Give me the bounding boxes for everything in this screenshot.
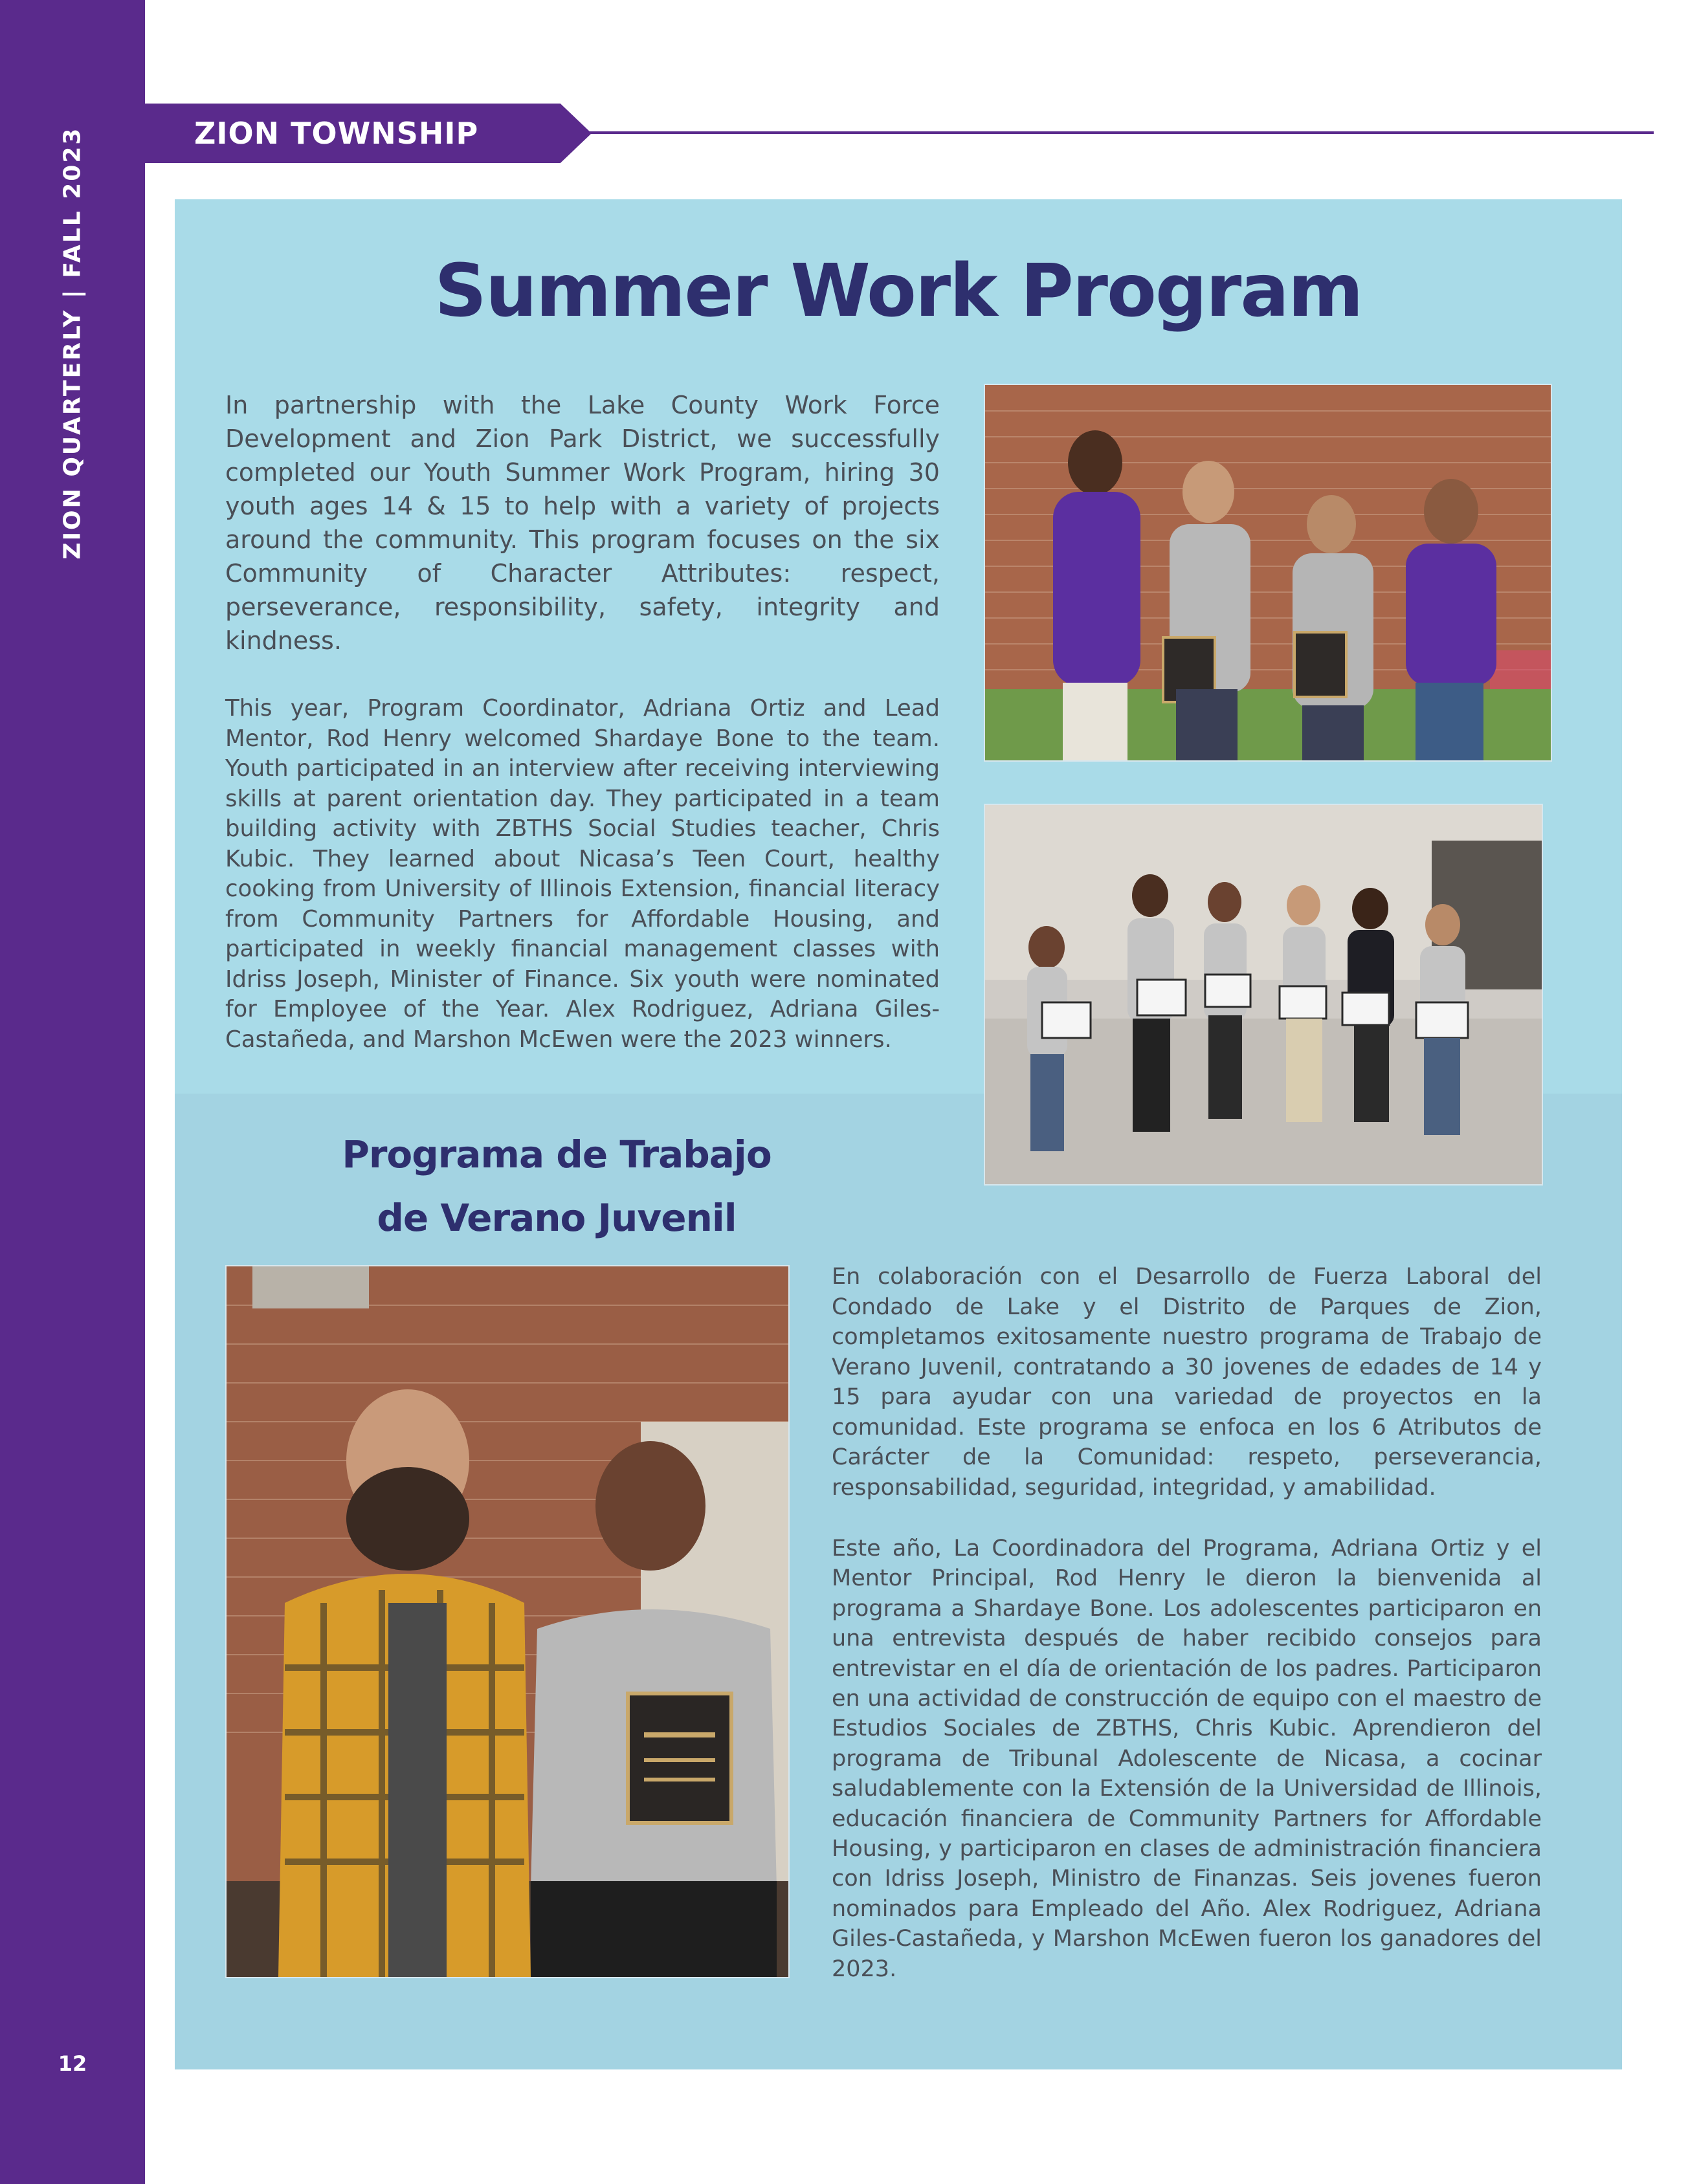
section-tab-label: ZION TOWNSHIP — [194, 116, 479, 151]
group-photo-plaques — [984, 384, 1552, 762]
article-title: Summer Work Program — [434, 249, 1362, 333]
spanish-paragraph-1: En colaboración con el Desarrollo de Fuerza Laboral del Condado de Lake y el Distrito de Parques de Zion, completamos exitosamente nuestro programa de Trabajo de Verano Juvenil, contratando a 30 jovenes de edades de 14 y 15 para ayudar con una variedad de proyectos en la comunidad. Este programa se enfoca en los 6 Atributos de Carácter de la Comunidad: respeto, perseverancia, responsabilidad, seguridad, integridad, y amabilidad. — [832, 1264, 1542, 1501]
mentor-youth-photo — [225, 1265, 790, 1978]
spanish-title — [220, 1123, 893, 1250]
publication-side-label: ZION QUARTERLY | FALL 2023 — [59, 126, 86, 560]
header-rule — [586, 131, 1654, 134]
spanish-title-line-1: Programa de Trabajo — [342, 1132, 772, 1176]
page-number: 12 — [58, 2051, 87, 2076]
english-paragraph-2: This year, Program Coordinator, Adriana Ortiz and Lead Mentor, Rod Henry welcomed Shardaye Bone to the team. Youth participated in an interview after receiving interviewing skills at parent orientation day. They participated in a team building activity with ZBTHS Social Studies teacher, Chris Kubic. They learned about Nicasa’s Teen Court, healthy cooking from University of Illinois Extension, financial literacy from Community Partners for Affordable Housing, and participated in weekly financial management classes with Idriss Joseph, Minister of Finance. Six youth were nominated for Employee of the Year. Alex Rodriguez, Adriana Giles-Castañeda, and Marshon McEwen were the 2023 winners. — [225, 695, 940, 1053]
spanish-title-line-2: de Verano Juvenil — [377, 1196, 737, 1240]
spanish-paragraph-2: Este año, La Coordinadora del Programa, Adriana Ortiz y el Mentor Principal, Rod Henry le dieron la bienvenida al programa a Shardaye Bone. Los adolescentes participaron en una entrevista después de haber recibido consejos para entrevistar en el día de orientación de los padres. Participaron en una actividad de construcción de equipo con el maestro de Estudios Sociales de ZBTHS, Chris Kubic. Aprendieron del programa de Tribunal Adolescente de Nicasa, a cocinar saludablemente con la Extensión de la Universidad de Illinois, educación financiera de Community Partners for Affordable Housing, y participaron en clases de administración financiera con Idriss Joseph, Ministro de Finanzas. Seis jovenes fueron nominados para Empleado del Año. Alex Rodriguez, Adriana Giles-Castañeda, y Marshon McEwen fueron los ganadores del 2023. — [832, 1536, 1542, 1982]
english-paragraph-1: In partnership with the Lake County Work Force Development and Zion Park District, we successfully completed our Youth Summer Work Program, hiring 30 youth ages 14 & 15 to help with a variety of projects around the community. This program focuses on the six Community of Character Attributes: respect, perseverance, responsibility, safety, integrity and kindness. — [225, 391, 940, 655]
youth-group-photo — [984, 804, 1543, 1186]
